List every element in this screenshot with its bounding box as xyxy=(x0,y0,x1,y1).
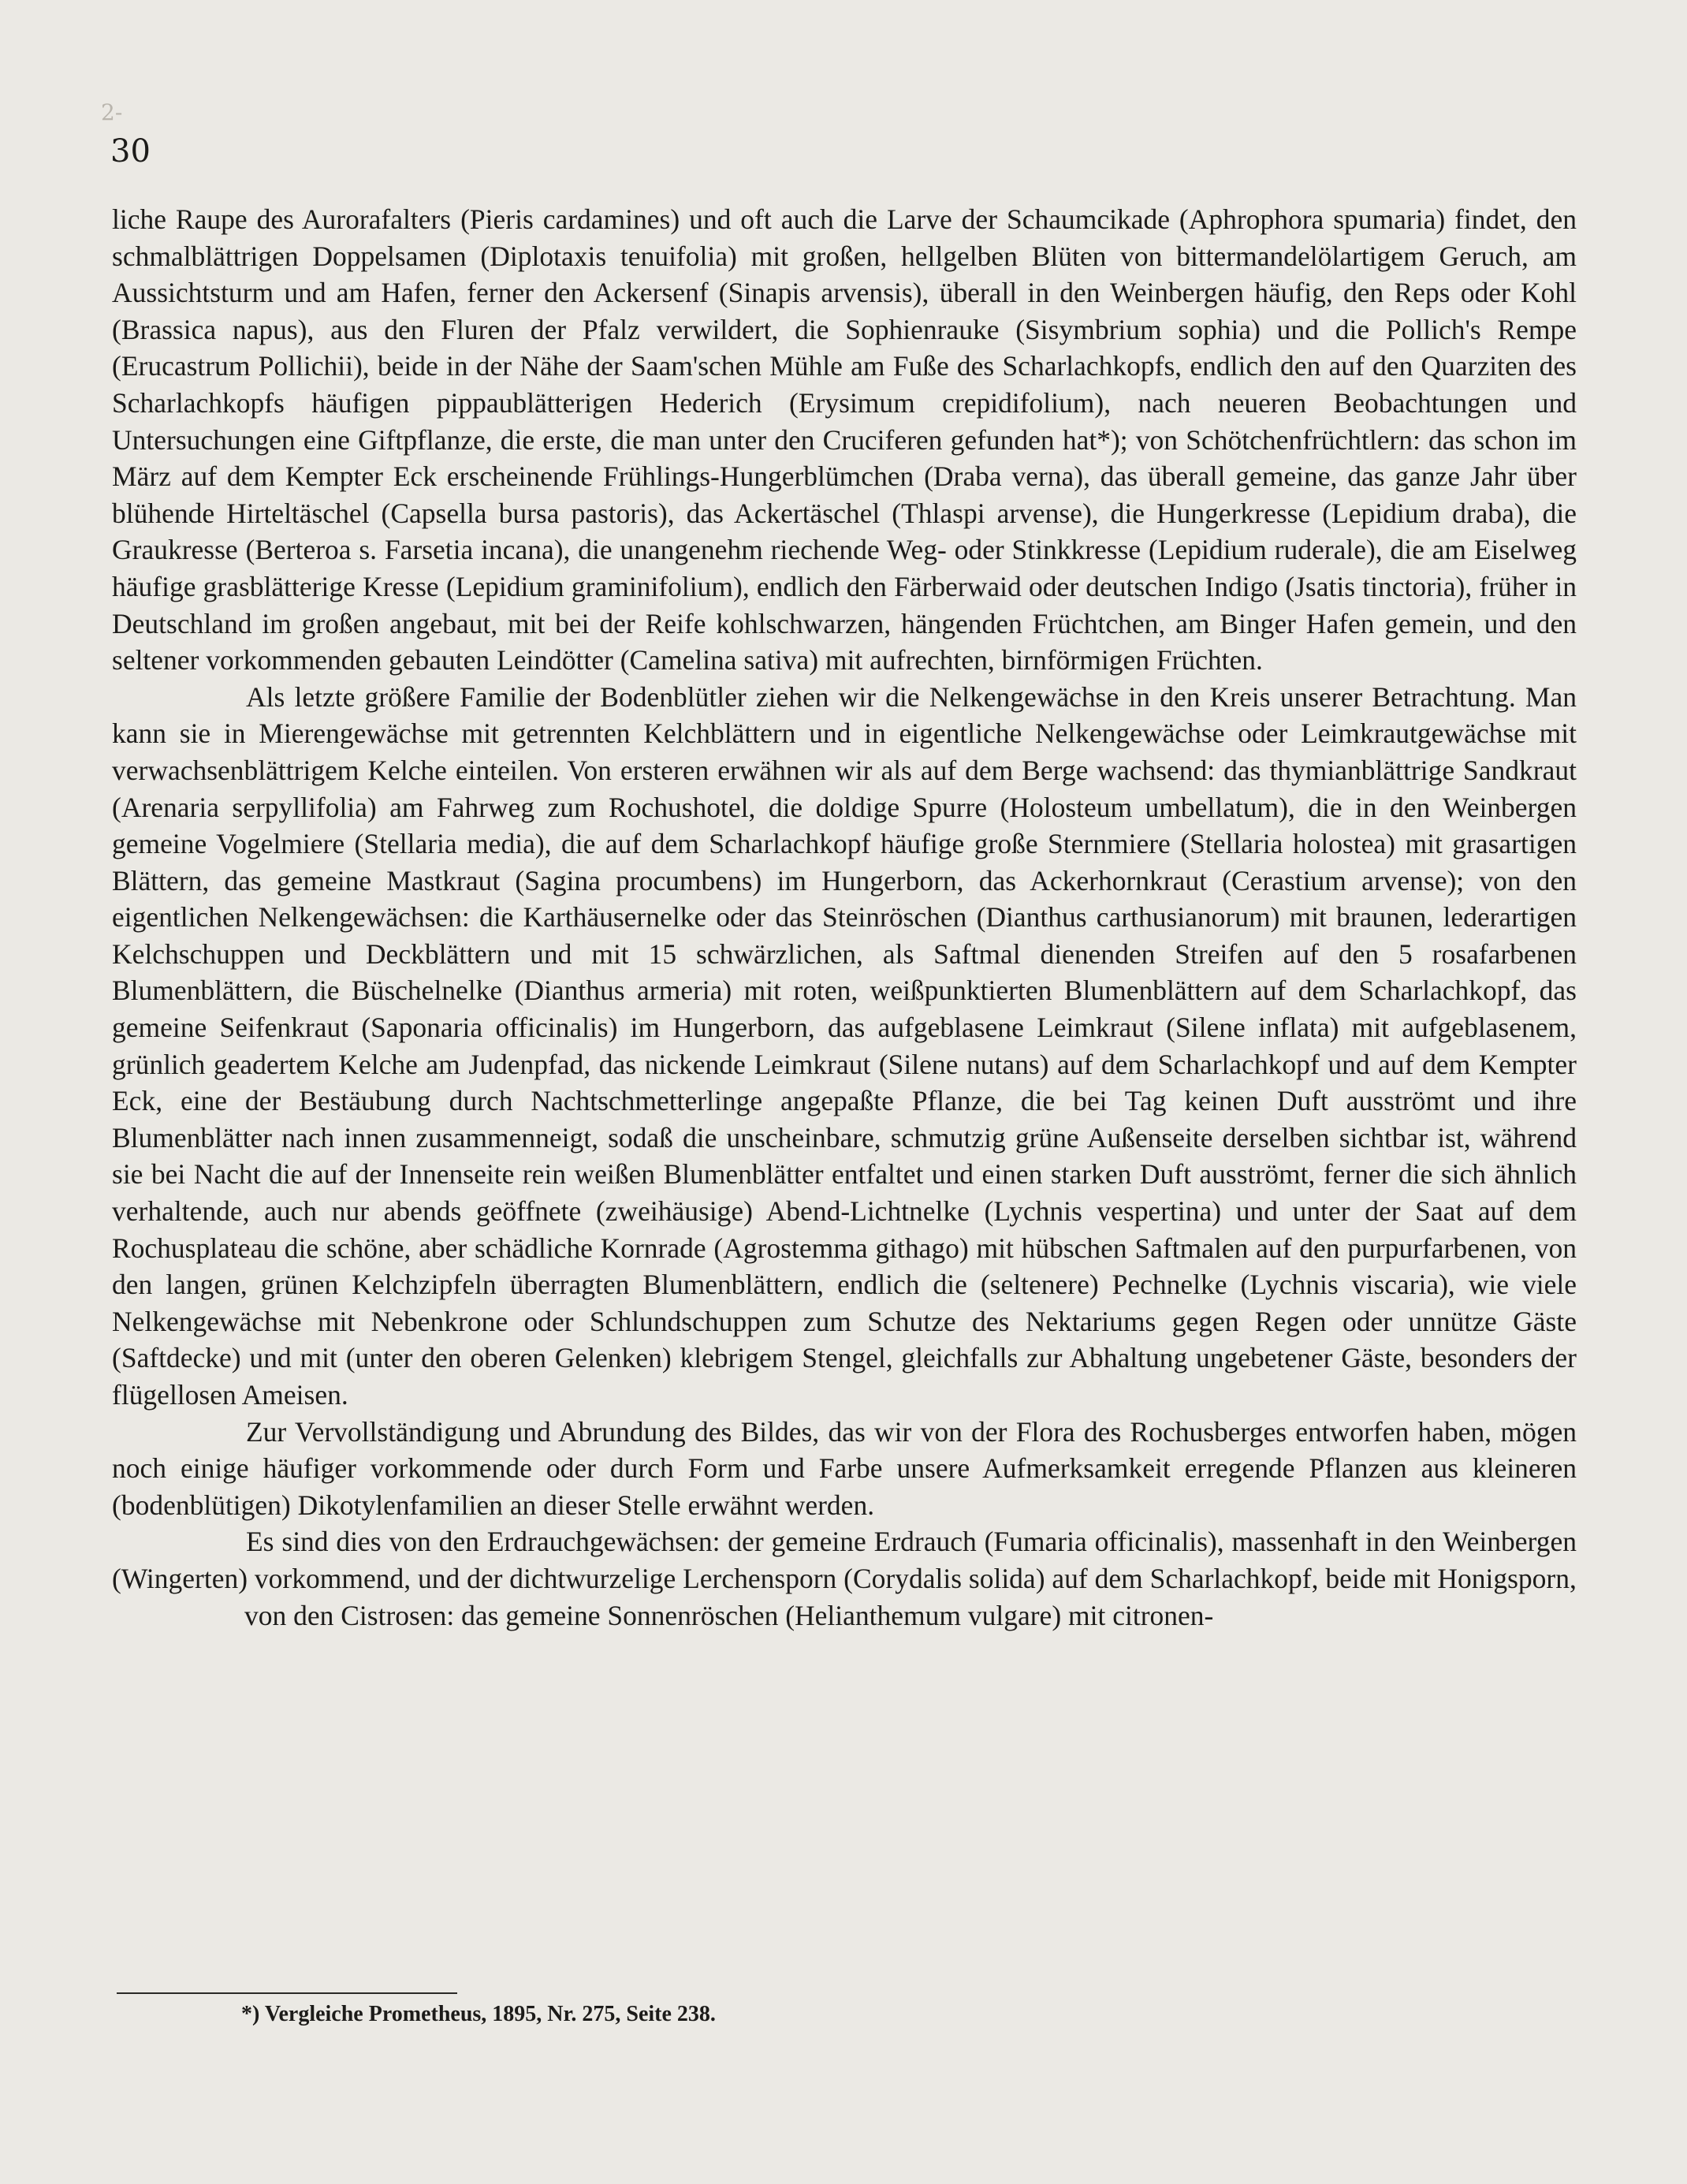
paragraph-cistrosen: von den Cistrosen: das gemeine Sonnenröschen (Helianthemum vulgare) mit citronen- xyxy=(244,1599,1214,1631)
footnote-divider xyxy=(117,1992,457,1994)
body-text xyxy=(112,201,1577,1634)
paragraph-cruciferae-continued: liche Raupe des Aurorafalters (Pieris cardamines) und oft auch die Larve der Schaumcikade (Aphrophora spumaria) findet, den schmalblättrigen Doppelsamen (Diplotaxis tenuifolia) mit großen, hellgelben Blüten von bittermandelölartigem Geruch, am Aussichtsturm und am Hafen, ferner den Ackersenf (Sinapis arvensis), überall in den Weinbergen häufig, den Reps oder Kohl (Brassica napus), aus den Fluren der Pfalz verwildert, die Sophienrauke (Sisymbrium sophia) und die Pollich's Rempe (Erucastrum Pollichii), beide in der Nähe der Saam'schen Mühle am Fuße des Scharlachkopfs, endlich den auf den Quarziten des Scharlachkopfs häufigen pippaublätterigen Hederich (Erysimum crepidifolium), nach neueren Beobachtungen und Untersuchungen eine Giftpflanze, die erste, die man unter den Cruciferen gefunden hat*); von Schötchenfrüchtlern: das schon im März auf dem Kempter Eck erscheinende Frühlings-Hungerblümchen (Draba verna), das überall gemeine, das ganze Jahr über blühende Hirteltäschel (Capsella bursa pastoris), das Ackertäschel (Thlaspi arvense), die Hungerkresse (Lepidium draba), die Graukresse (Berteroa s. Farsetia incana), die unangenehm riechende Weg- oder Stinkkresse (Lepidium ruderale), die am Eiselweg häufige grasblätterige Kresse (Lepidium graminifolium), endlich den Färberwaid oder deutschen Indigo (Jsatis tinctoria), früher in Deutschland im großen angebaut, mit bei der Reife kohlschwarzen, hängenden Früchtchen, am Binger Hafen gemein, und den seltener vorkommenden gebauten Leindötter (Camelina sativa) mit aufrechten, birnförmigen Früchten. xyxy=(112,203,1577,676)
page-number: 30 xyxy=(110,133,151,170)
footnote: *) Vergleiche Prometheus, 1895, Nr. 275, Seite 238. xyxy=(241,2002,716,2026)
paragraph-nelkengewaechse: Als letzte größere Familie der Bodenblütler ziehen wir die Nelkengewächse in den Kreis unserer Betrachtung. Man kann sie in Mierengewächse mit getrennten Kelchblättern und in eigentliche Nelkengewächse oder Leimkrautgewächse mit verwachsenblättrigem Kelche einteilen. Von ersteren erwähnen wir als auf dem Berge wachsend: das thymianblättrige Sandkraut (Arenaria serpyllifolia) am Fahrweg zum Rochushotel, die doldige Spurre (Holosteum umbellatum), die in den Weinbergen gemeine Vogelmiere (Stellaria media), die auf dem Scharlachkopf häufige große Sternmiere (Stellaria holostea) mit grasartigen Blättern, das gemeine Mastkraut (Sagina procumbens) im Hungerborn, das Ackerhornkraut (Cerastium arvense); von den eigentlichen Nelkengewächsen: die Karthäusernelke oder das Steinröschen (Dianthus carthusianorum) mit braunen, lederartigen Kelchschuppen und Deckblättern und mit 15 schwärzlichen, als Saftmal dienenden Streifen auf den 5 rosafarbenen Blumenblättern, die Büschelnelke (Dianthus armeria) mit roten, weißpunktierten Blumenblättern auf dem Scharlachkopf, das gemeine Seifenkraut (Saponaria officinalis) im Hungerborn, das aufgeblasene Leimkraut (Silene inflata) mit aufgeblasenem, grünlich geadertem Kelche am Judenpfad, das nickende Leimkraut (Silene nutans) auf dem Scharlachkopf und auf dem Kempter Eck, eine der Bestäubung durch Nachtschmetterlinge angepaßte Pflanze, die bei Tag keinen Duft ausströmt und ihre Blumenblätter nach innen zusammenneigt, sodaß die unscheinbare, schmutzig grüne Außenseite derselben sichtbar ist, während sie bei Nacht die auf der Innenseite rein weißen Blumenblätter entfaltet und einen starken Duft ausströmt, ferner die sich ähnlich verhaltende, auch nur abends geöffnete (zweihäusige) Abend-Lichtnelke (Lychnis vespertina) und unter der Saat auf dem Rochusplateau die schöne, aber schädliche Kornrade (Agrostemma githago) mit hübschen Saftmalen auf den purpurfarbenen, von den langen, grünen Kelchzipfeln überragten Blumenblättern, endlich die (seltenere) Pechnelke (Lychnis viscaria), wie viele Nelkengewächse mit Nebenkrone oder Schlundschuppen zum Schutze des Nektariums gegen Regen oder unnütze Gäste (Saftdecke) und mit (unter den oberen Gelenken) klebrigem Stengel, gleichfalls zur Abhaltung ungebetener Gäste, besonders der flügellosen Ameisen. xyxy=(112,680,1577,1411)
paragraph-vervollstaendigung: Zur Vervollständigung und Abrundung des Bildes, das wir von der Flora des Rochusberges entworfen haben, mögen noch einige häufiger vorkommende oder durch Form und Farbe unsere Aufmerksamkeit erregende Pflanzen aus kleineren (bodenblütigen) Dikotylenfamilien an dieser Stelle erwähnt werden. xyxy=(112,1415,1577,1521)
paragraph-erdrauchgewaechse: Es sind dies von den Erdrauchgewächsen: der gemeine Erdrauch (Fumaria officinalis), massenhaft in den Weinbergen (Wingerten) vorkommend, und der dichtwurzelige Lerchensporn (Corydalis solida) auf dem Scharlachkopf, beide mit Honigsporn, xyxy=(112,1526,1577,1594)
page-smudge-mark: 2- xyxy=(101,99,123,125)
